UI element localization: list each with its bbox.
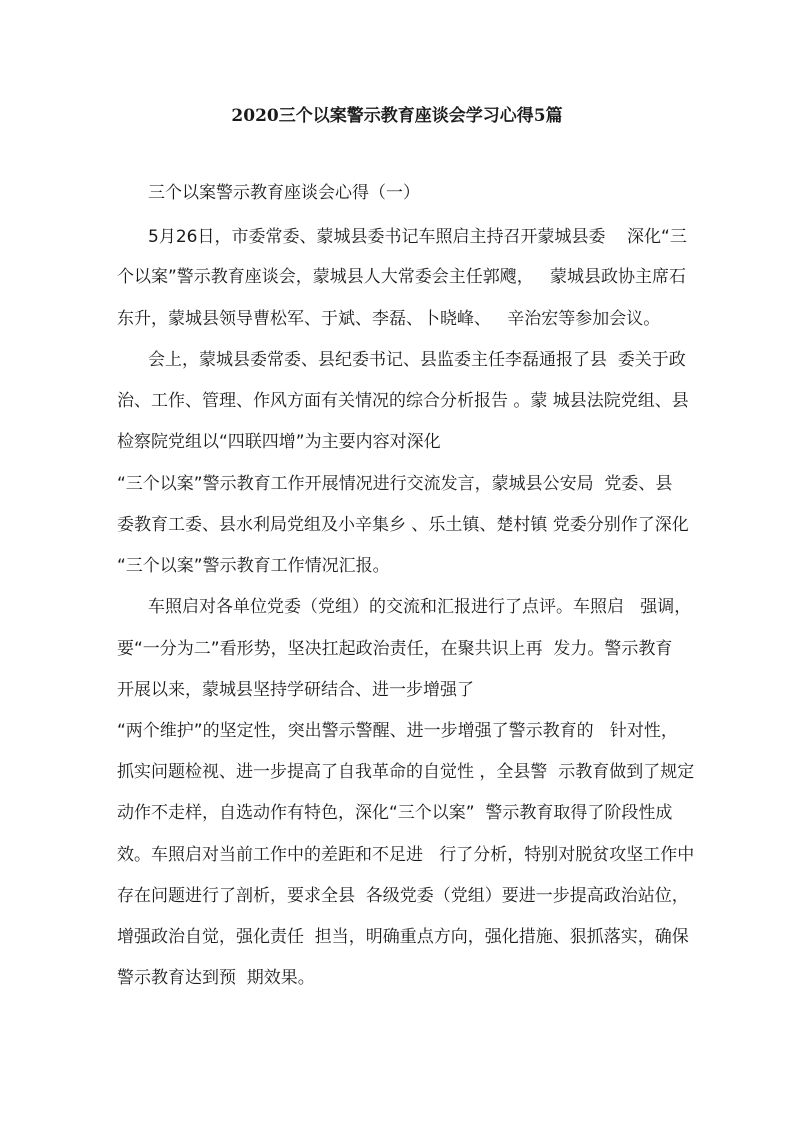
paragraph-line: 动作不走样，自选动作有特色，深化“三个以案” 警示教育取得了阶段性成 xyxy=(117,803,673,823)
paragraph-line: 增强政治自觉，强化责任 担当，明确重点方向，强化措施、狠抓落实，确保 xyxy=(117,927,689,947)
section-heading: 三个以案警示教育座谈会心得（一） xyxy=(148,183,420,203)
paragraph-line: 会上，蒙城县委常委、县纪委书记、县监委主任李磊通报了县 委关于政 xyxy=(148,350,686,370)
paragraph-line: 5月26日，市委常委、蒙城县委书记车照启主持召开蒙城县委 深化“三 xyxy=(148,227,687,247)
paragraph-line: 个以案”警示教育座谈会，蒙城县人大常委会主任郭飕， 蒙城县政协主席石 xyxy=(117,267,687,287)
paragraph-line: 东升，蒙城县领导曹松军、于斌、李磊、卜晓峰、 辛治宏等参加会议。 xyxy=(117,309,661,329)
paragraph-line: 要“一分为二”看形势，坚决扛起政治责任，在聚共识上再 发力。警示教育 xyxy=(117,639,673,659)
paragraph-line: “两个维护”的坚定性，突出警示警醒、进一步增强了警示教育的 针对性， xyxy=(117,721,678,741)
paragraph-line: 效。车照启对当前工作中的差距和不足进 行了分析，特别对脱贫攻坚工作中 xyxy=(117,845,695,865)
paragraph-line: 车照启对各单位党委（党组）的交流和汇报进行了点评。车照启 强调， xyxy=(148,597,692,617)
paragraph-line: 治、工作、管理、作风方面有关情况的综合分析报告 。蒙 城县法院党组、县 xyxy=(117,391,689,411)
paragraph-line: 存在问题进行了剖析，要求全县 各级党委（党组）要进一步提高政治站位， xyxy=(117,886,689,906)
paragraph-line: 开展以来，蒙城县坚持学研结合、进一步增强了 xyxy=(117,680,474,700)
document-title: 2020三个以案警示教育座谈会学习心得5篇 xyxy=(231,106,563,126)
paragraph-line: 委教育工委、县水利局党组及小辛集乡 、乐土镇、楚村镇 党委分别作了深化 xyxy=(117,515,689,535)
paragraph-line: 检察院党组以“四联四增”为主要内容对深化 xyxy=(117,432,441,452)
paragraph-line: 抓实问题检视、进一步提高了自我革命的自觉性 ，全县警 示教育做到了规定 xyxy=(117,762,695,782)
paragraph-line: “三个以案”警示教育工作情况汇报。 xyxy=(117,556,390,576)
paragraph-line: 警示教育达到预 期效果。 xyxy=(117,968,315,988)
paragraph-line: “三个以案”警示教育工作开展情况进行交流发言，蒙城县公安局 党委、县 xyxy=(117,474,673,494)
